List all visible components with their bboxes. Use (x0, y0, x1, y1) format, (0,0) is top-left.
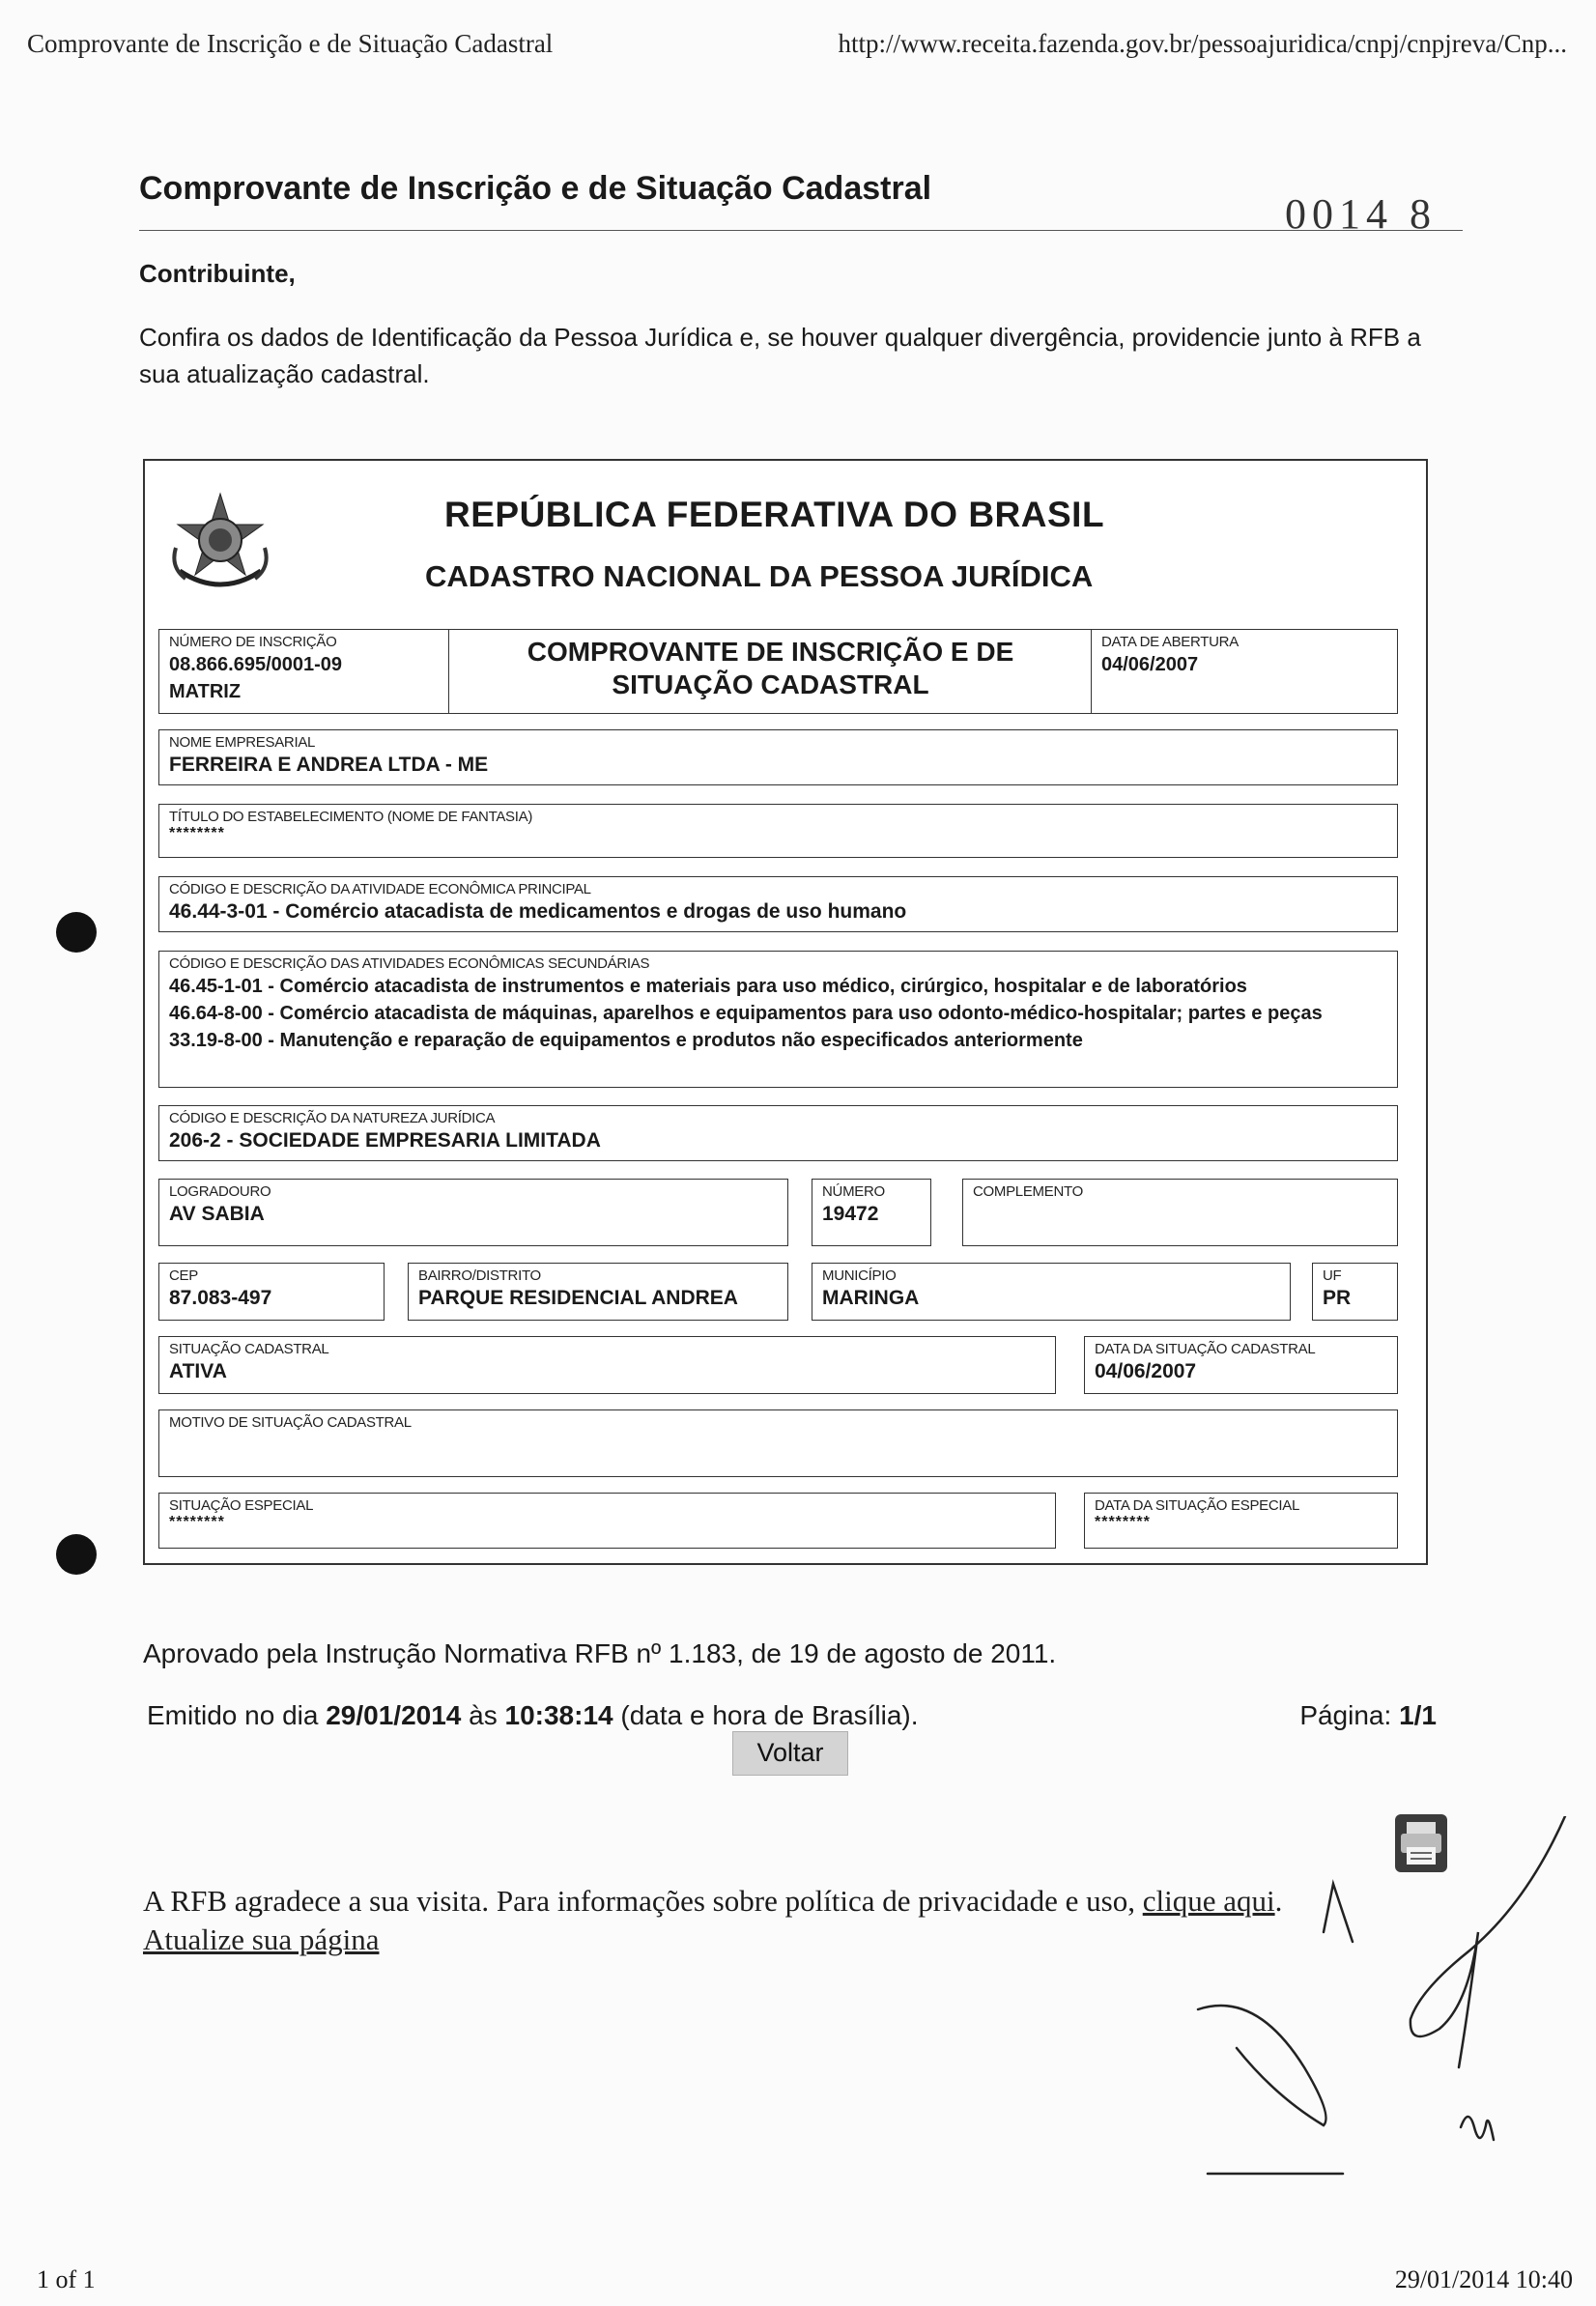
emission-date: 29/01/2014 (326, 1700, 462, 1730)
emission-info (147, 1700, 919, 1731)
field-data-situacao-especial (1084, 1493, 1398, 1549)
field-label: NOME EMPRESARIAL (169, 734, 316, 751)
privacy-link[interactable]: clique aqui (1142, 1884, 1275, 1918)
print-page-count: 1 of 1 (37, 2265, 96, 2293)
field-label: UF (1323, 1267, 1342, 1284)
page-title: Comprovante de Inscrição e de Situação Cadastral (139, 170, 932, 207)
emission-prefix: Emitido no dia (147, 1700, 327, 1730)
field-value: AV SABIA (169, 1203, 265, 1225)
field-label: NÚMERO (822, 1183, 885, 1200)
greeting: Contribuinte, (139, 259, 296, 288)
field-value: 04/06/2007 (1101, 654, 1199, 675)
list-item: 46.45-1-01 - Comércio atacadista de instrumentos e materiais para uso médico, cirúrgico, hospitalar e de laboratórios (169, 976, 1247, 997)
field-label: CÓDIGO E DESCRIÇÃO DAS ATIVIDADES ECONÔMICAS SECUNDÁRIAS (169, 955, 650, 972)
field-value: ATIVA (169, 1360, 227, 1382)
field-label: DATA DE ABERTURA (1101, 634, 1239, 650)
field-label: CÓDIGO E DESCRIÇÃO DA ATIVIDADE ECONÔMICA PRINCIPAL (169, 881, 591, 897)
field-value: ******** (169, 1514, 225, 1530)
field-label: COMPLEMENTO (973, 1183, 1083, 1200)
page-label: Página: (1299, 1700, 1400, 1730)
field-value: 19472 (822, 1203, 879, 1225)
field-label: TÍTULO DO ESTABELECIMENTO (NOME DE FANTASIA) (169, 809, 533, 825)
field-value: ******** (169, 825, 225, 841)
coat-of-arms-icon (166, 490, 274, 596)
registry-title: CADASTRO NACIONAL DA PESSOA JURÍDICA (425, 559, 1094, 593)
republic-title: REPÚBLICA FEDERATIVA DO BRASIL (444, 495, 1105, 534)
field-natureza-juridica (158, 1105, 1398, 1161)
field-value: 04/06/2007 (1095, 1360, 1197, 1382)
field-value: PR (1323, 1287, 1352, 1309)
print-header-title: Comprovante de Inscrição e de Situação Cadastral (27, 29, 554, 58)
emission-middle: às (461, 1700, 505, 1730)
page-value: 1/1 (1399, 1700, 1437, 1730)
field-bairro (408, 1263, 788, 1321)
certificate-title: COMPROVANTE DE INSCRIÇÃO E DE SITUAÇÃO CADASTRAL (448, 629, 1093, 714)
field-atividade-principal (158, 876, 1398, 932)
field-label: DATA DA SITUAÇÃO CADASTRAL (1095, 1341, 1316, 1357)
field-atividades-secundarias (158, 951, 1398, 1088)
field-value: 08.866.695/0001-09 (169, 654, 343, 675)
field-value: 206-2 - SOCIEDADE EMPRESARIA LIMITADA (169, 1129, 601, 1152)
refresh-page-link[interactable]: Atualize sua página (143, 1922, 380, 1956)
voltar-button[interactable]: Voltar (732, 1731, 848, 1776)
field-situacao-cadastral (158, 1336, 1056, 1394)
field-logradouro (158, 1179, 788, 1246)
field-label: LOGRADOURO (169, 1183, 271, 1200)
field-value: 87.083-497 (169, 1287, 272, 1309)
field-complemento (962, 1179, 1398, 1246)
punch-hole-top (56, 912, 97, 953)
print-datetime: 29/01/2014 10:40 (1394, 2265, 1573, 2293)
field-label: DATA DA SITUAÇÃO ESPECIAL (1095, 1497, 1300, 1514)
field-value: PARQUE RESIDENCIAL ANDREA (418, 1287, 738, 1309)
field-data-situacao-cadastral (1084, 1336, 1398, 1394)
field-value: MARINGA (822, 1287, 920, 1309)
thanks-end: . (1274, 1884, 1283, 1918)
field-label: MUNICÍPIO (822, 1267, 897, 1284)
field-label: NÚMERO DE INSCRIÇÃO (169, 634, 337, 650)
field-situacao-especial (158, 1493, 1056, 1549)
intro-text: Confira os dados de Identificação da Pessoa Jurídica e, se houver qualquer divergência, providencie junto à RFB a sua atualização cadastral. (139, 323, 1421, 388)
emission-suffix: (data e hora de Brasília). (613, 1700, 919, 1730)
thanks-text: A RFB agradece a sua visita. Para informações sobre política de privacidade e uso, (143, 1884, 1143, 1918)
emission-time: 10:38:14 (504, 1700, 613, 1730)
field-label: MOTIVO DE SITUAÇÃO CADASTRAL (169, 1414, 412, 1431)
approval-note: Aprovado pela Instrução Normativa RFB nº 1.183, de 19 de agosto de 2011. (143, 1638, 1057, 1668)
field-label: CEP (169, 1267, 198, 1284)
field-titulo-estabelecimento (158, 804, 1398, 858)
handwritten-page-number: 0014 8 (1285, 190, 1437, 238)
field-municipio (812, 1263, 1291, 1321)
field-value: 46.44-3-01 - Comércio atacadista de medicamentos e drogas de uso humano (169, 900, 907, 923)
list-item: 46.64-8-00 - Comércio atacadista de máquinas, aparelhos e equipamentos para uso odonto-médico-hospitalar; partes e peças (169, 1003, 1323, 1024)
thanks-message (143, 1884, 1282, 1919)
handwritten-signature (1179, 1816, 1584, 2203)
field-label: CÓDIGO E DESCRIÇÃO DA NATUREZA JURÍDICA (169, 1110, 496, 1126)
field-value: ******** (1095, 1514, 1151, 1530)
field-label: SITUAÇÃO CADASTRAL (169, 1341, 329, 1357)
page-indicator (1299, 1700, 1437, 1731)
field-cep (158, 1263, 385, 1321)
field-data-abertura (1091, 629, 1398, 714)
field-nome-empresarial (158, 729, 1398, 785)
field-numero-inscricao (158, 629, 450, 714)
field-uf (1312, 1263, 1398, 1321)
print-header-url: http://www.receita.fazenda.gov.br/pessoajuridica/cnpj/cnpjreva/Cnp... (838, 29, 1567, 58)
cnpj-certificate (143, 459, 1428, 1565)
field-label: BAIRRO/DISTRITO (418, 1267, 541, 1284)
field-numero (812, 1179, 931, 1246)
punch-hole-bottom (56, 1534, 97, 1575)
field-label: SITUAÇÃO ESPECIAL (169, 1497, 314, 1514)
field-value-type: MATRIZ (169, 681, 242, 702)
field-value: FERREIRA E ANDREA LTDA - ME (169, 754, 489, 776)
list-item: 33.19-8-00 - Manutenção e reparação de equipamentos e produtos não especificados anteriormente (169, 1030, 1083, 1051)
title-divider (139, 230, 1463, 231)
field-motivo-situacao (158, 1409, 1398, 1477)
